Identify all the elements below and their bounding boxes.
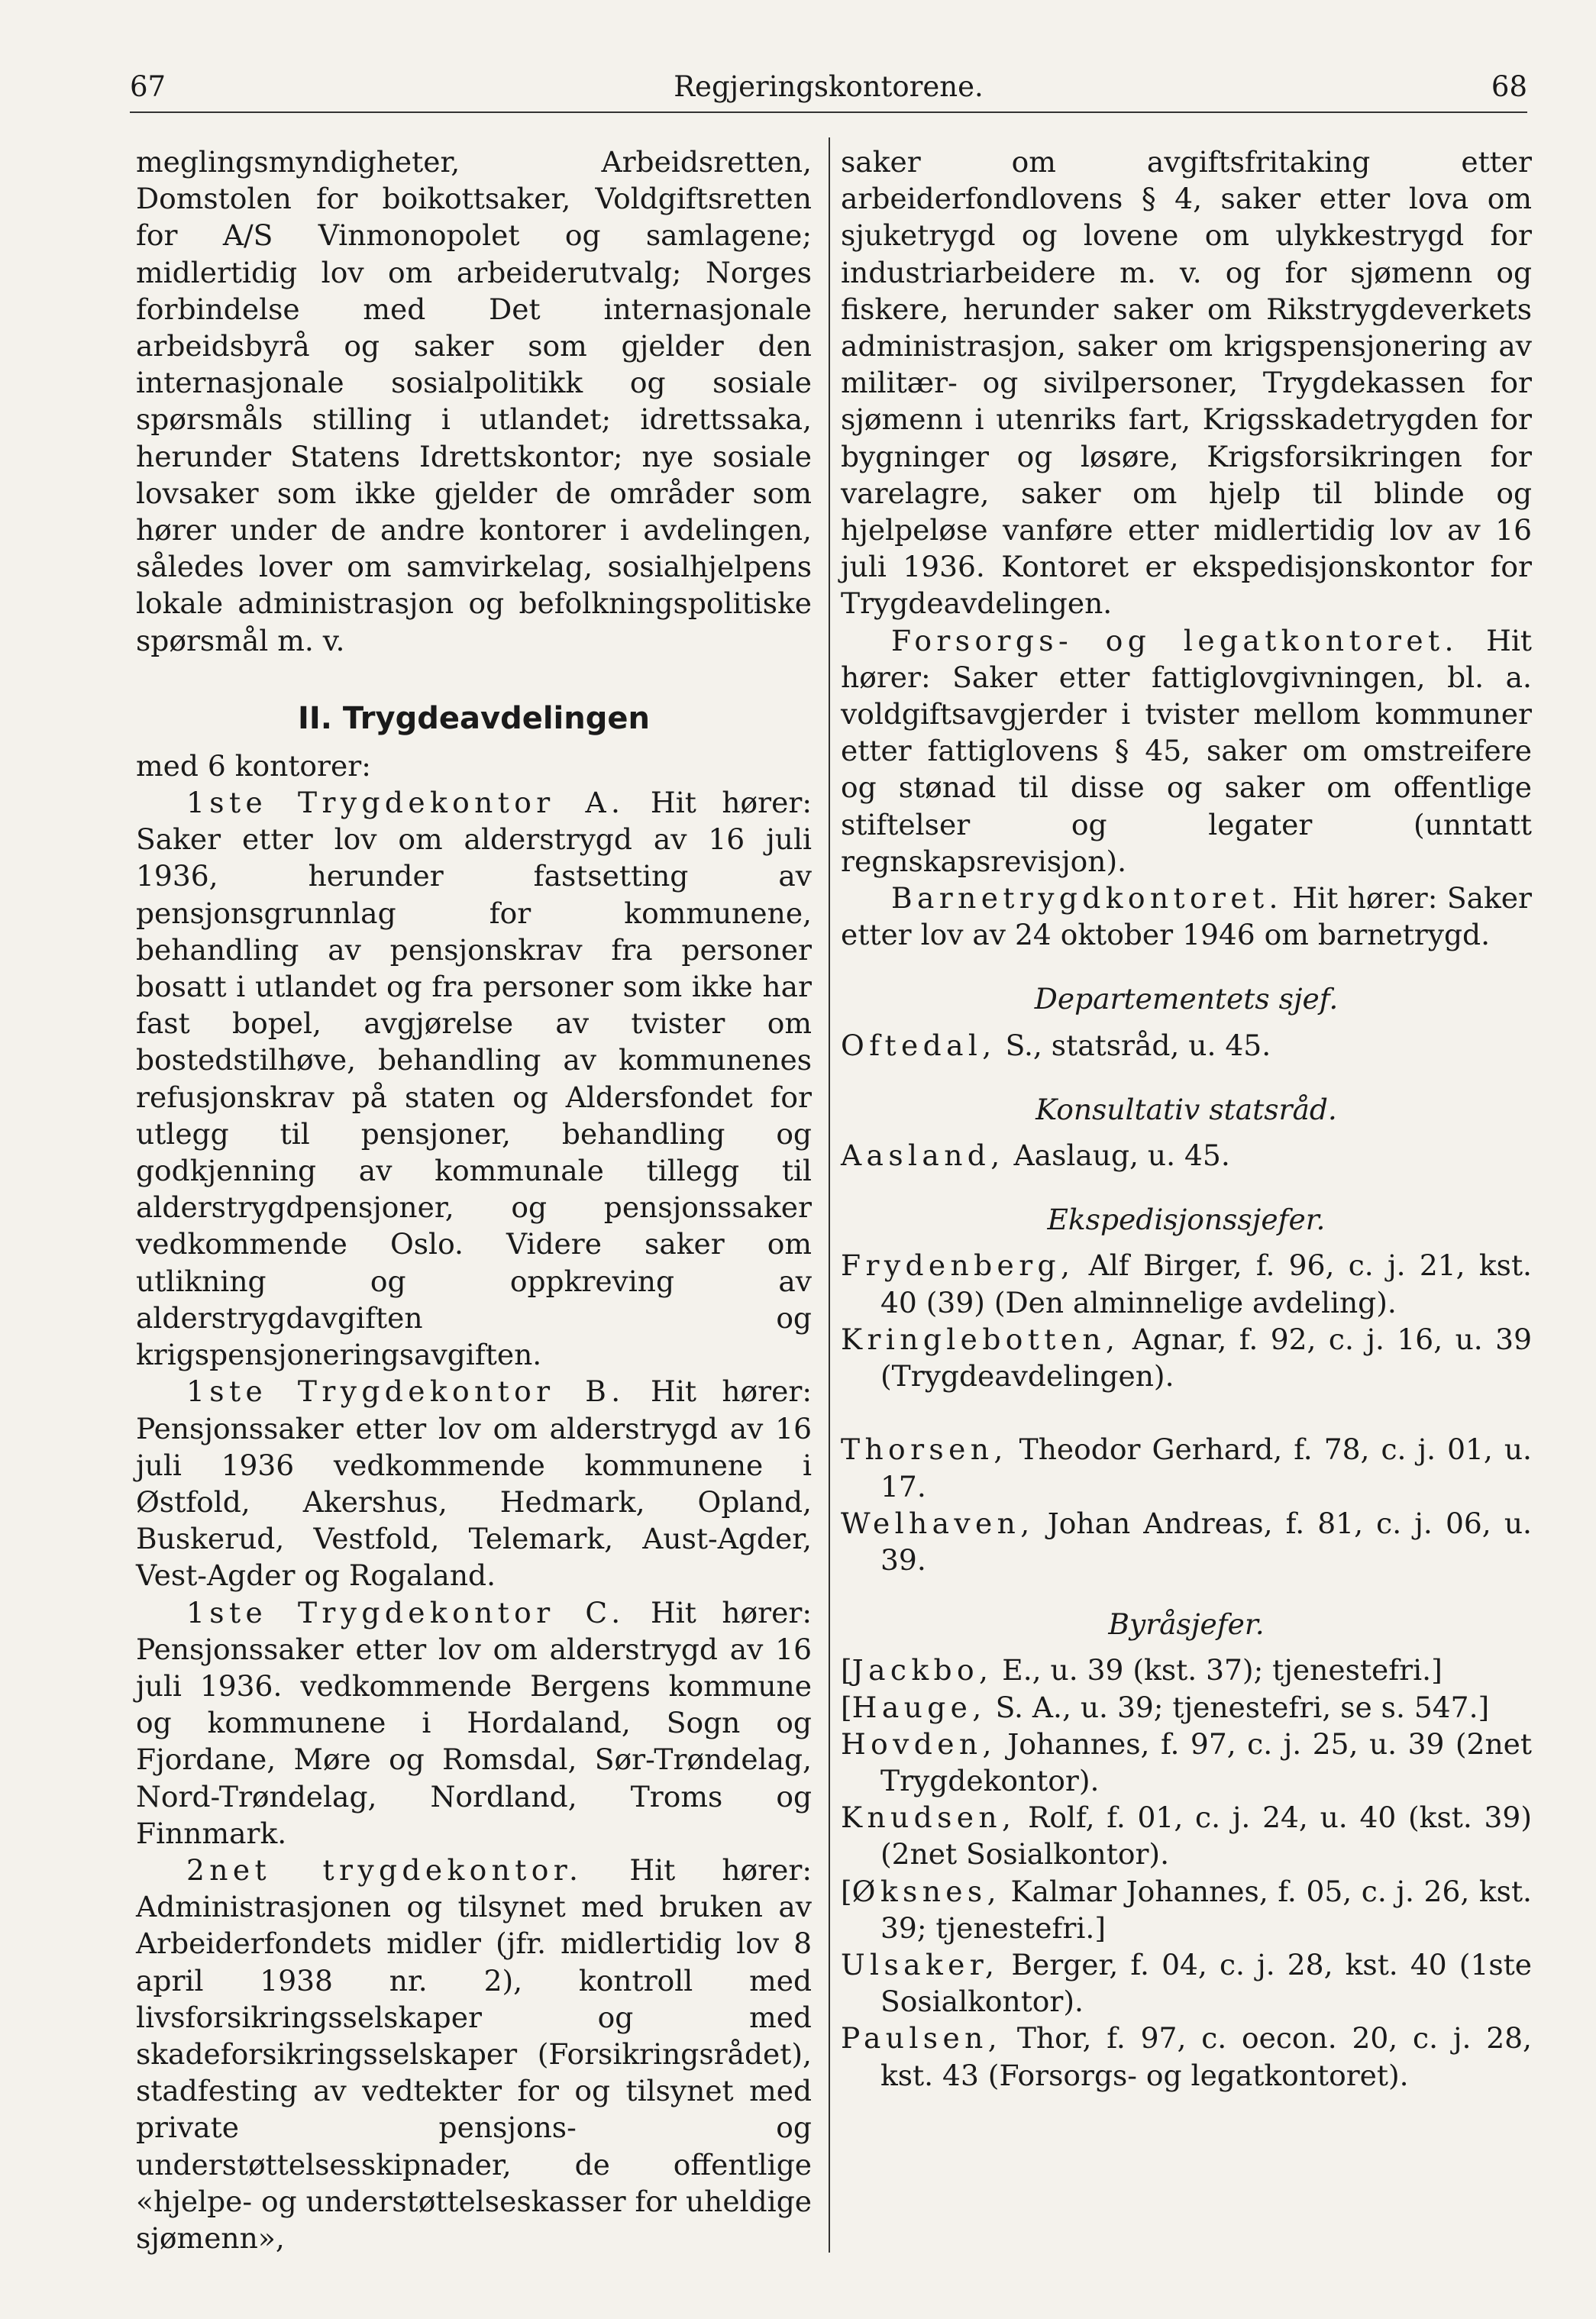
person-entry — [841, 1431, 1532, 1504]
person-entry — [841, 1873, 1532, 1946]
office-name: 1ste Trygdekontor B. — [186, 1374, 625, 1409]
person-details: Kalmar Johannes, f. 05, c. j. 26, kst. 39; tjenestefri.] — [880, 1874, 1532, 1945]
person-entry — [841, 1247, 1532, 1320]
person-details: Alf Birger, f. 96, c. j. 21, kst. 40 (39) (Den alminnelige avdeling). — [880, 1248, 1532, 1319]
office-text: Hit hører: Saker etter lov om alderstrygd av 16 juli 1936, herunder fastsetting av pensjonsgrunnlag for kommunene, behandling av pensjonskrav fra personer bosatt i utlandet og fra personer som ikke har fast bopel, avgjørelse av tvister om bostedstilhøve, behandling av kommunenes refusjonskrav på staten og Aldersfondet for utlegg til pensjoner, behandling og godkjenning av kommunale tillegg til alderstrygdpensjoner, og pensjonssaker vedkommende Oslo. Videre saker om utlikning og oppkreving av alderstrygdavgiften og krigspensjoneringsavgiften. — [136, 786, 812, 1372]
bureau-caption: Byråsjefer. — [1108, 1607, 1265, 1642]
office-entry — [136, 1373, 812, 1594]
person-entry — [841, 1799, 1532, 1872]
person-entry — [841, 1137, 1532, 1174]
person-name: Jackbo, — [851, 1653, 993, 1688]
person-name: Oftedal, — [841, 1028, 997, 1062]
column-divider — [829, 137, 830, 2253]
office-entry — [136, 1852, 812, 2256]
office-text: Hit hører: Pensjonssaker etter lov om alderstrygd av 16 juli 1936. vedkommende Bergens kommune og kommunene i Hordaland, Sogn og Fjordane, Møre og Romsdal, Sør-Trøndelag, Nord-Trøndelag, Nordland, Troms og Finnmark. — [136, 1595, 813, 1850]
bracket: [ — [841, 1690, 852, 1724]
section-subheading: med 6 kontorer: — [136, 748, 371, 783]
person-details: Thor, f. 97, c. oecon. 20, c. j. 28, kst. 43 (Forsorgs- og legatkontoret). — [880, 2021, 1532, 2092]
person-details: Johannes, f. 97, c. j. 25, u. 39 (2net Trygdekontor). — [880, 1726, 1532, 1797]
person-details: Aaslaug, u. 45. — [1004, 1139, 1230, 1173]
page-header — [130, 70, 1527, 116]
person-name: Kringlebotten, — [841, 1322, 1120, 1356]
person-details: S., statsråd, u. 45. — [996, 1028, 1271, 1062]
person-details: Agnar, f. 92, c. j. 16, u. 39 (Trygdeavdelingen). — [880, 1322, 1532, 1394]
office-entry — [841, 880, 1532, 953]
page-number-left: 67 — [130, 70, 166, 103]
office-text: Hit hører: Saker etter lov av 24 oktober 1946 om barnetrygd. — [841, 881, 1532, 952]
office-name: 2net trygdekontor. — [186, 1852, 583, 1887]
person-name: Ulsaker, — [841, 1947, 1000, 1981]
person-name: Hauge, — [851, 1690, 987, 1724]
bracket: [ — [841, 1653, 852, 1688]
person-entry — [841, 1726, 1532, 1799]
person-name: Aasland, — [841, 1139, 1005, 1173]
person-details: Rolf, f. 01, c. j. 24, u. 40 (kst. 39) (2net Sosialkontor). — [880, 1801, 1532, 1872]
exp-caption: Ekspedisjonssjefer. — [1047, 1203, 1326, 1237]
left-column — [136, 144, 812, 2256]
person-name: Welhaven, — [841, 1506, 1035, 1540]
continuation-paragraph: saker om avgiftsfritaking etter arbeiderfondlovens § 4, saker etter lova om sjuketrygd og lovene om ulykkestrygd for industriarbeidere m. v. og for sjømenn og fiskere, herunder saker om Rikstrygdeverkets administrasjon, saker om krigspensjonering av militær- og sivilpersoner, Trygdekassen for sjømenn i utenriks fart, Krigsskadetrygden for bygninger og løsøre, Krigsforsikringen for varelagre, saker om hjelp til blinde og hjelpeløse vanføre etter midlertidig lov av 16 juli 1936. Kontoret er ekspedisjonskontor for Trygdeavdelingen. — [841, 145, 1532, 621]
consult-caption: Konsultativ statsråd. — [1035, 1092, 1337, 1126]
person-name: Frydenberg, — [841, 1248, 1075, 1283]
person-details: Johan Andreas, f. 81, c. j. 06, u. 39. — [880, 1506, 1532, 1577]
chief-caption: Departementets sjef. — [1034, 982, 1339, 1016]
person-details: Berger, f. 04, c. j. 28, kst. 40 (1ste Sosialkontor). — [880, 1947, 1532, 2019]
person-details: S. A., u. 39; tjenestefri, se s. 547.] — [986, 1690, 1490, 1724]
office-entry — [136, 1594, 812, 1852]
person-entry — [841, 1505, 1532, 1578]
person-entry — [841, 1946, 1532, 2020]
person-name: Thorsen, — [841, 1432, 1008, 1467]
office-name: 1ste Trygdekontor A. — [186, 786, 625, 820]
person-name: Knudsen, — [841, 1801, 1016, 1835]
office-name: Barnetrygdkontoret. — [891, 881, 1283, 916]
page-number-right: 68 — [1491, 70, 1527, 103]
person-entry — [841, 1689, 1532, 1726]
person-entry — [841, 1027, 1532, 1064]
header-rule — [130, 111, 1527, 113]
office-text: Hit hører: Administrasjonen og tilsynet med bruken av Arbeiderfondets midler (jfr. midlertidig lov 8 april 1938 nr. 2), kontroll med livsforsikringsselskaper og med skadeforsikringsselskaper (Forsikringsrådet), stadfesting av vedtekter for og tilsynet med private pensjons- og understøttelsesskipnader, de offentlige «hjelpe- og understøttelseskasser for uheldige sjømenn», — [136, 1852, 812, 2255]
person-name: Hovden, — [841, 1726, 997, 1761]
bracket: [ — [841, 1874, 852, 1908]
office-text: Hit hører: Pensjonssaker etter lov om alderstrygd av 16 juli 1936 vedkommende kommunene i Østfold, Akershus, Hedmark, Opland, Buskerud, Vestfold, Telemark, Aust-Agder, Vest-Agder og Rogaland. — [136, 1374, 812, 1593]
intro-paragraph: meglingsmyndigheter, Arbeidsretten, Domstolen for boikottsaker, Voldgiftsretten for A/S Vinmonopolet og samlagene; midlertidig lov om arbeiderutvalg; Norges forbindelse med Det internasjonale arbeidsbyrå og saker som gjelder den internasjonale sosialpolitikk og sosiale spørsmåls stilling i utlandet; idrettssaka, herunder Statens Idrettskontor; nye sosiale lovsaker som ikke gjelder de områder som hører under de andre kontorer i avdelingen, således lover om samvirkelag, sosialhjelpens lokale administrasjon og befolkningspolitiske spørsmål m. v. — [136, 145, 812, 657]
person-details: E., u. 39 (kst. 37); tjenestefri.] — [993, 1653, 1443, 1688]
person-entry — [841, 1652, 1532, 1688]
office-text: Hit hører: Saker etter fattiglovgivningen, bl. a. voldgiftsavgjerder i tvister mellom kommuner etter fattiglovens § 45, saker om omstreifere og stønad til disse og saker om offentlige stiftelser og legater (unntatt regnskapsrevisjon). — [841, 623, 1532, 878]
person-name: Paulsen, — [841, 2021, 1003, 2056]
running-title: Regjeringskontorene. — [674, 70, 984, 103]
office-name: Forsorgs- og legatkontoret. — [891, 623, 1459, 657]
person-entry — [841, 1321, 1532, 1394]
person-name: Øksnes, — [851, 1874, 1001, 1908]
person-details: Theodor Gerhard, f. 78, c. j. 01, u. 17. — [880, 1432, 1532, 1503]
section-heading: II. Trygdeavdelingen — [298, 700, 650, 736]
right-column — [841, 144, 1532, 2094]
person-entry — [841, 2020, 1532, 2093]
office-entry — [136, 784, 812, 1373]
office-name: 1ste Trygdekontor C. — [186, 1595, 625, 1629]
office-entry — [841, 622, 1532, 880]
